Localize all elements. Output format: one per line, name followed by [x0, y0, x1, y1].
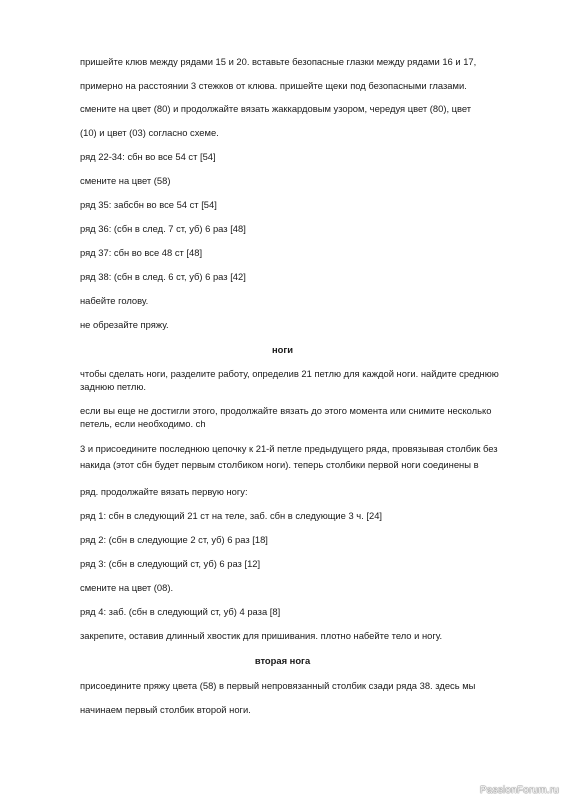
text-line: ряд. продолжайте вязать первую ногу:	[80, 486, 248, 497]
text-line: смените на цвет (80) и продолжайте вязать жаккардовым узором, чередуя цвет (80), цвет	[80, 103, 472, 114]
text-line: ряд 3: (сбн в следующий ст, уб) 6 раз [12]	[80, 558, 261, 569]
text-line: ряд 37: сбн во все 48 ст [48]	[80, 247, 203, 258]
watermark: PassionForum.ru	[479, 785, 559, 796]
text-line: закрепите, оставив длинный хвостик для пришивания. плотно набейте тело и ногу.	[80, 630, 443, 641]
text-line: присоедините пряжу цвета (58) в первый непровязанный столбик сзади ряда 38. здесь мы	[80, 680, 476, 691]
text-line: ряд 38: (сбн в след. 6 ст, уб) 6 раз [42]	[80, 271, 246, 282]
text-line: ряд 4: заб. (сбн в следующий ст, уб) 4 раза [8]	[80, 606, 281, 617]
text-line: пришейте клюв между рядами 15 и 20. вставьте безопасные глазки между рядами 16 и 17,	[80, 56, 477, 67]
section-heading-legs: ноги	[271, 344, 294, 355]
text-line: ряд 35: забсбн во все 54 ст [54]	[80, 199, 217, 210]
text-line: ряд 2: (сбн в следующие 2 ст, уб) 6 раз [18]	[80, 534, 268, 545]
text-line: если вы еще не достигли этого, продолжайте вязать до этого момента или снимите несколько	[80, 405, 492, 416]
text-line: ряд 22-34: сбн во все 54 ст [54]	[80, 151, 216, 162]
text-line: заднюю петлю.	[80, 381, 146, 392]
text-line: примерно на расстоянии 3 стежков от клюва. пришейте щеки под безопасными глазами.	[80, 80, 467, 91]
text-line: чтобы сделать ноги, разделите работу, определив 21 петлю для каждой ноги. найдите среднюю	[80, 368, 499, 379]
text-line: начинаем первый столбик второй ноги.	[80, 704, 251, 715]
text-line: не обрезайте пряжу.	[80, 319, 169, 330]
text-line: 3 и присоедините последнюю цепочку к 21-й петле предыдущего ряда, провязывая столбик без	[80, 443, 498, 454]
text-line: ряд 36: (сбн в след. 7 ст, уб) 6 раз [48]	[80, 223, 246, 234]
text-line: ряд 1: сбн в следующий 21 ст на теле, заб. сбн в следующие 3 ч. [24]	[80, 510, 383, 521]
text-line: петель, если необходимо. ch	[80, 418, 206, 429]
text-line: смените на цвет (58)	[80, 175, 171, 186]
text-line: набейте голову.	[80, 295, 149, 306]
text-line: (10) и цвет (03) согласно схеме.	[80, 127, 219, 138]
text-line: смените на цвет (08).	[80, 582, 174, 593]
text-line: накида (этот сбн будет первым столбиком ноги). теперь столбики первой ноги соединены в	[80, 459, 479, 470]
section-heading-second-leg: вторая нога	[254, 655, 311, 666]
